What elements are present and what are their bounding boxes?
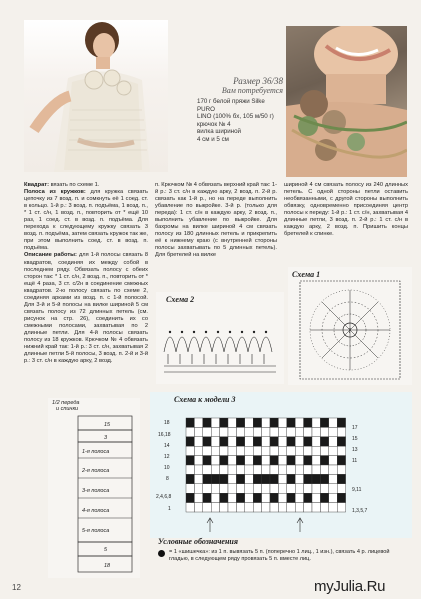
grid-cell (287, 465, 295, 474)
para-text: для кружка связать цепочку из 7 возд. п. и сомкнуть её 1 соед. ст. в кольцо. 1-й р.: 3 возд. п. подъёма, 1 возд. п., * 1 ст. с/н, 1 возд. п., повторить от * ещё 10 раз, 1 соед. ст. в возд. п. подъёма. Для перехода к следующему кружку связать 3 возд. п. подъёма, затем связать кружок так же, при этом выполнить соед. ст. в возд. п. подъёма. (24, 189, 148, 252)
legend-title: Условные обозначения (158, 537, 238, 546)
grid-cell (220, 503, 228, 512)
scheme-3-title: Схема к модели 3 (174, 395, 236, 404)
grid-cell (312, 493, 320, 502)
grid-cell (278, 456, 286, 465)
text-column-3 (284, 182, 408, 238)
grid-cell (262, 437, 270, 446)
grid-cell (320, 493, 328, 502)
bobble-symbol-icon (158, 550, 165, 557)
grid-cell (245, 418, 253, 427)
row-num-right: 11 (352, 458, 358, 464)
row-num-right: 1,3,5,7 (352, 508, 368, 514)
grid-cell (295, 503, 303, 512)
grid-cell (236, 418, 244, 427)
grid-cell (270, 474, 278, 483)
grid-cell (194, 446, 202, 455)
material-3: крючок № 4 (197, 120, 231, 128)
grid-cell (203, 503, 211, 512)
grid-cell (236, 503, 244, 512)
grid-cell (270, 437, 278, 446)
grid-cell (236, 456, 244, 465)
grid-cell (312, 503, 320, 512)
grid-cell (245, 427, 253, 436)
grid-cell (262, 427, 270, 436)
row-num-left: 10 (164, 465, 170, 471)
material-5: 4 см и 5 см (197, 135, 229, 143)
grid-cell (329, 427, 337, 436)
grid-cell (337, 503, 345, 512)
grid-cell (295, 427, 303, 436)
grid-cell (245, 437, 253, 446)
grid-cell (253, 446, 261, 455)
grid-cell (228, 484, 236, 493)
grid-cell (228, 418, 236, 427)
grid-cell (304, 474, 312, 483)
row-num-left: 1 (168, 506, 171, 512)
grid-cell (312, 437, 320, 446)
grid-cell (270, 446, 278, 455)
grid-cell (245, 503, 253, 512)
grid-cell (228, 503, 236, 512)
grid-cell (337, 484, 345, 493)
grid-cell (278, 446, 286, 455)
grid-cell (320, 418, 328, 427)
grid-cell (337, 474, 345, 483)
grid-cell (186, 503, 194, 512)
grid-cell (337, 493, 345, 502)
grid-cell (312, 465, 320, 474)
strip-row-5: 5 (104, 547, 108, 553)
needs-title: Вам потребуется (221, 86, 283, 95)
text-column-1 (24, 182, 148, 365)
grid-cell (270, 427, 278, 436)
grid-cell (262, 474, 270, 483)
grid-cell (320, 465, 328, 474)
grid-cell (337, 465, 345, 474)
grid-cell (186, 446, 194, 455)
grid-cell (329, 437, 337, 446)
row-num-left: 14 (164, 443, 170, 449)
text-column-2 (155, 182, 277, 260)
grid-cell (220, 446, 228, 455)
grid-cell (278, 418, 286, 427)
row-num-right: 13 (352, 447, 358, 453)
row-num-left: 2,4,6,8 (156, 494, 172, 500)
scheme-1-title: Схема 1 (292, 270, 321, 279)
strip-diagram (48, 398, 140, 578)
grid-cell (278, 427, 286, 436)
grid-cell (203, 465, 211, 474)
grid-cell (262, 446, 270, 455)
grid-cell (245, 446, 253, 455)
grid-cell (295, 474, 303, 483)
grid-cell (203, 418, 211, 427)
grid-cell (329, 456, 337, 465)
grid-cell (211, 456, 219, 465)
grid-cell (203, 446, 211, 455)
size-title: Размер 36/38 (233, 76, 283, 86)
grid-cell (253, 503, 261, 512)
strip-row-stripe2: 2-я полоса (82, 468, 110, 474)
grid-cell (329, 493, 337, 502)
svg-text:и спинки: и спинки (56, 406, 79, 412)
paragraph (24, 182, 148, 189)
grid-cell (262, 493, 270, 502)
strip-row-stripe5: 5-я полоса (82, 528, 110, 534)
grid-cell (186, 427, 194, 436)
row-num-left: 18 (164, 420, 170, 426)
grid-cell (236, 484, 244, 493)
strip-row-stripe4: 4-я полоса (82, 508, 110, 514)
grid-cell (270, 484, 278, 493)
grid-cell (203, 493, 211, 502)
grid-cell (262, 465, 270, 474)
grid-cell (220, 474, 228, 483)
grid-cell (211, 427, 219, 436)
grid-cell (329, 446, 337, 455)
grid-cell (228, 474, 236, 483)
grid-cell (245, 465, 253, 474)
grid-cell (320, 446, 328, 455)
grid-cell (211, 484, 219, 493)
grid-cell (220, 456, 228, 465)
paragraph (24, 252, 148, 365)
grid-cell (337, 418, 345, 427)
grid-cell (236, 465, 244, 474)
materials-block (197, 76, 283, 144)
grid-cell (304, 437, 312, 446)
grid-cell (253, 427, 261, 436)
strip-row-15: 15 (104, 422, 111, 428)
grid-cell (186, 474, 194, 483)
grid-cell (337, 437, 345, 446)
grid-cell (245, 474, 253, 483)
grid-cell (245, 456, 253, 465)
grid-cell (186, 484, 194, 493)
row-num-left: 8 (166, 476, 169, 482)
scheme-2-diagram (156, 292, 284, 384)
paragraph (155, 182, 277, 260)
grid-cell (278, 465, 286, 474)
strip-row-18: 18 (104, 563, 111, 569)
grid-cell (295, 465, 303, 474)
grid-cell (228, 437, 236, 446)
grid-cell (186, 493, 194, 502)
row-num-right: 15 (352, 436, 358, 442)
grid-cell (228, 493, 236, 502)
grid-cell (262, 484, 270, 493)
material-2: LINO (100% бx, 105 м/50 г) (197, 113, 274, 121)
grid-cell (211, 446, 219, 455)
grid-cell (245, 493, 253, 502)
grid-cell (270, 418, 278, 427)
model-photo-right (286, 26, 407, 177)
grid-cell (211, 474, 219, 483)
grid-cell (295, 437, 303, 446)
grid-cell (270, 493, 278, 502)
grid-cell (304, 484, 312, 493)
grid-cell (278, 474, 286, 483)
grid-cell (236, 474, 244, 483)
para-text: для 1-й полосы связать 8 квадратов, соединяя их между собой в последнем ряду. Обвязать полосу с обеих сторон так: * 1 ст. с/н, 2 возд. п., повторить от * ещё 4 раза, 3 ст. с/2н в соединение смежных квадратов. 2-ю полосу связать по схеме 2, соединяя арками из возд. п. с 1-й полосой. Для 3-й и 5-й полосы на вилке шириной 5 см связать полосу из 72 длинных петель (см. рисунок на стр. 26), соединить их со смежными полосами, захватывая по 2 длинные петли. Для 4-й полосы связать полосу из 18 кружков. Крючком № 4 обвязать нижний край так: 1-й р.: 3 ст. с/н, захватывая 2 длинные петли 5-й полосы, 3 возд. п. 2-й и 3-й р.: 3 ст. с/н в каждую арку, 2 возд. (24, 252, 148, 365)
grid-cell (253, 465, 261, 474)
model-photo-left (24, 20, 168, 172)
site-watermark[interactable]: myJulia.Ru (314, 578, 386, 595)
grid-cell (287, 456, 295, 465)
paragraph (284, 182, 408, 238)
grid-cell (186, 465, 194, 474)
grid-cell (203, 456, 211, 465)
grid-cell (329, 503, 337, 512)
strip-row-3: 3 (104, 435, 108, 441)
legend-text: = 1 «шишечка»: из 1 п. вывязать 5 п. (поперечно 1 лиц., 1 изн.), связать 4 р. лицевой гладью, в следующем ряду провязать 5 п. вместе лиц. (169, 549, 390, 562)
row-num-right: 17 (352, 425, 358, 431)
grid-cell (287, 503, 295, 512)
grid-cell (211, 503, 219, 512)
grid-cell (304, 427, 312, 436)
row-num-right: 9,11 (352, 487, 362, 493)
row-num-left: 16,18 (158, 432, 171, 438)
strip-row-stripe1: 1-я полоса (82, 449, 110, 455)
grid-cell (312, 418, 320, 427)
grid-cell (304, 465, 312, 474)
grid-cell (220, 427, 228, 436)
grid-cell (236, 446, 244, 455)
scheme-2-title: Схема 2 (166, 295, 195, 304)
grid-cell (329, 484, 337, 493)
grid-cell (211, 437, 219, 446)
row-num-left: 12 (164, 454, 170, 460)
grid-cell (194, 437, 202, 446)
grid-cell (287, 427, 295, 436)
grid-cell (312, 456, 320, 465)
grid-cell (320, 503, 328, 512)
grid-cell (337, 456, 345, 465)
grid-cell (211, 493, 219, 502)
grid-cell (278, 493, 286, 502)
grid-cell (186, 418, 194, 427)
grid-cell (245, 484, 253, 493)
grid-cell (194, 427, 202, 436)
legend-row (158, 549, 408, 563)
grid-cell (253, 493, 261, 502)
grid-cell (220, 437, 228, 446)
grid-cell (312, 446, 320, 455)
scheme-3-diagram (150, 392, 412, 538)
strip-row-stripe3: 3-я полоса (82, 488, 110, 494)
para-heading: Описание работы: (24, 252, 77, 259)
material-1: 170 г белой пряжи Silke PURO (197, 98, 265, 113)
grid-cell (203, 484, 211, 493)
grid-cell (304, 503, 312, 512)
grid-cell (320, 456, 328, 465)
grid-cell (329, 474, 337, 483)
grid-cell (194, 474, 202, 483)
grid-cell (194, 465, 202, 474)
grid-cell (329, 465, 337, 474)
grid-cell (320, 474, 328, 483)
grid-cell (287, 493, 295, 502)
grid-cell (295, 418, 303, 427)
grid-cell (253, 456, 261, 465)
grid-cell (329, 418, 337, 427)
grid-cell (287, 446, 295, 455)
grid-cell (220, 493, 228, 502)
grid-cell (253, 418, 261, 427)
para-text: вязать по схеме 1. (48, 182, 100, 188)
grid-cell (304, 418, 312, 427)
grid-cell (262, 503, 270, 512)
grid-cell (320, 484, 328, 493)
grid-cell (194, 418, 202, 427)
grid-cell (295, 456, 303, 465)
paragraph (24, 189, 148, 252)
grid-cell (304, 446, 312, 455)
legend (158, 538, 408, 563)
strip-top-label: 1/2 переда (52, 400, 80, 406)
grid-cell (253, 437, 261, 446)
svg-text:7: 7 (348, 329, 352, 335)
grid-cell (194, 493, 202, 502)
grid-cell (287, 437, 295, 446)
grid-cell (287, 484, 295, 493)
para-heading: Квадрат: (24, 182, 49, 188)
grid-cell (320, 427, 328, 436)
grid-cell (270, 503, 278, 512)
grid-cell (312, 427, 320, 436)
grid-cell (304, 456, 312, 465)
grid-cell (194, 484, 202, 493)
grid-cell (295, 484, 303, 493)
grid-cell (287, 474, 295, 483)
grid-cell (337, 446, 345, 455)
grid-cell (270, 456, 278, 465)
grid-cell (295, 493, 303, 502)
grid-cell (211, 465, 219, 474)
grid-cell (203, 474, 211, 483)
grid-cell (278, 503, 286, 512)
grid-cell (236, 493, 244, 502)
grid-cell (228, 427, 236, 436)
grid-cell (220, 484, 228, 493)
grid-cell (253, 474, 261, 483)
grid-cell (228, 446, 236, 455)
grid-cell (203, 427, 211, 436)
grid-cell (287, 418, 295, 427)
grid-cell (337, 427, 345, 436)
grid-cell (253, 484, 261, 493)
grid-cell (211, 418, 219, 427)
grid-cell (278, 484, 286, 493)
grid-cell (304, 493, 312, 502)
grid-cell (194, 456, 202, 465)
grid-cell (228, 456, 236, 465)
material-4: вилка шириной (197, 128, 241, 136)
para-heading: Полоса из кружков: (24, 189, 86, 196)
grid-cell (312, 484, 320, 493)
grid-cell (220, 465, 228, 474)
grid-cell (295, 446, 303, 455)
grid-cell (203, 437, 211, 446)
grid-cell (320, 437, 328, 446)
grid-cell (194, 503, 202, 512)
page-number: 12 (12, 583, 21, 592)
grid-cell (186, 456, 194, 465)
grid-cell (262, 456, 270, 465)
grid-cell (312, 474, 320, 483)
para-text: шириной 4 см связать полосу из 240 длинных петель. С одной стороны петли оставить необвязанными, с другой стороны выполнить обвязку, одновременно присоединяя центр полосы к переду: 1-й р.: 1 ст. с/н, захватывая 4 длинные петли, 3 возд. п. 2-й р.: 1 ст. с/н в каждую арку, 2 возд. п. Пришить концы бретелей к спинке. (284, 182, 408, 238)
grid-cell (278, 437, 286, 446)
grid-cell (262, 418, 270, 427)
grid-cell (186, 437, 194, 446)
para-text: п. Крючком № 4 обвязать верхний край так: 1-й р.: 3 ст. с/н в каждую арку, 2 возд. п. 2-й р. связать как 1-й р., но на переде выполнить убавление по выкройке. 3-й р. (только для переда): 1 ст. с/н в каждую арку, 2 возд. п., выполнить убавление по выкройке. Для бахромы на вилке шириной 4 см связать полосу из 180 длинных петель и прикрепить её к нижнему краю (с внутренней стороны полосы захватывать по 5 длинных петель). Для бретелей на вилке (155, 182, 277, 259)
scheme-1-diagram (288, 267, 412, 385)
grid-cell (236, 427, 244, 436)
grid-cell (228, 465, 236, 474)
grid-cell (220, 418, 228, 427)
grid-cell (236, 437, 244, 446)
grid-cell (270, 465, 278, 474)
